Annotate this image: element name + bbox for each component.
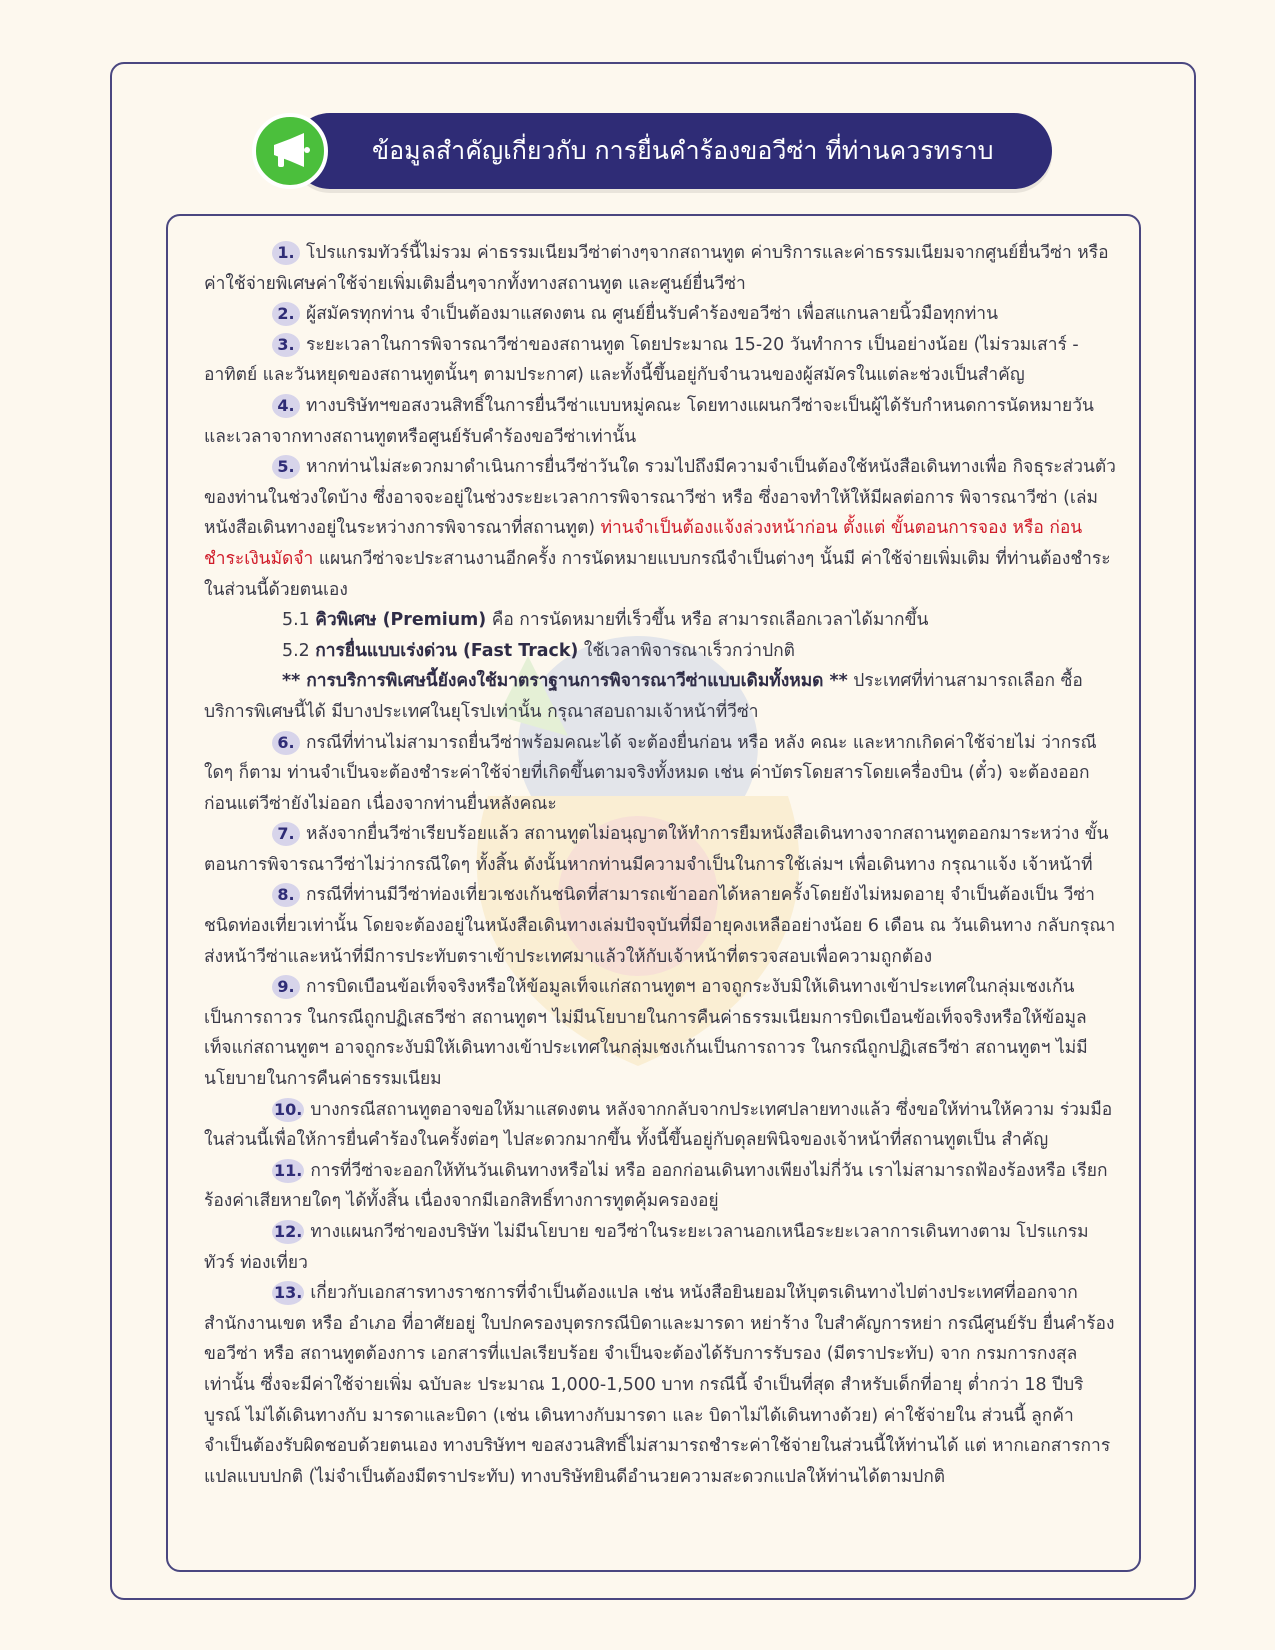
sub-item — [204, 636, 1117, 667]
item-number: 4. — [272, 394, 300, 418]
banner-pill — [292, 113, 1052, 189]
megaphone-icon — [252, 113, 328, 189]
note-text: ประเทศที่ท่านสามารถเลือก ซื้อบริการพิเศษนี้ได้ มีบางประเทศในยุโรปเท่านั้น กรุณาสอบถามเจ้าหน้าที่วีซ่า — [204, 671, 1083, 722]
sub-item-title: คิวพิเศษ (Premium) — [315, 610, 487, 631]
list-item — [204, 972, 1117, 1094]
item-number: 3. — [272, 333, 300, 357]
header-banner — [252, 113, 1052, 189]
info-box — [166, 214, 1141, 1572]
content-list — [204, 238, 1117, 1492]
sub-item-text: ใช้เวลาพิจารณาเร็วกว่าปกติ — [578, 640, 795, 661]
item-text: ทางแผนกวีซ่าของบริษัท ไม่มีนโยบาย ขอวีซ่าในระยะเวลานอกเหนือระยะเวลาการเดินทางตาม โปรแกรมทัวร์ ท่องเที่ยว — [204, 1222, 1089, 1273]
list-item — [204, 238, 1117, 299]
list-item — [204, 1217, 1117, 1278]
sub-item-number: 5.1 — [282, 610, 310, 631]
item-number: 13. — [272, 1281, 304, 1305]
item-text: การที่วีซ่าจะออกให้ทันวันเดินทางหรือไม่ หรือ ออกก่อนเดินทางเพียงไม่กี่วัน เราไม่สามารถฟ้องร้องหรือ เรียกร้องค่าเสียหายใดๆ ได้ทั้งสิ้น เนื่องจากมีเอกสิทธิ์ทางการทูตคุ้มครองอยู่ — [204, 1160, 1108, 1212]
item-number: 6. — [272, 731, 300, 755]
note-title: ** การบริการพิเศษนี้ยังคงใช้มาตราฐานการพิจารณาวีซ่าแบบเดิมทั้งหมด ** — [282, 671, 848, 692]
item-number: 12. — [272, 1220, 304, 1244]
item-number: 8. — [272, 883, 300, 907]
list-item — [204, 819, 1117, 880]
sub-item — [204, 605, 1117, 636]
item-text: บางกรณีสถานทูตอาจขอให้มาแสดงตน หลังจากกลับจากประเทศปลายทางแล้ว ซึ่งขอให้ท่านให้ความ ร่วมมือในส่วนนี้เพื่อให้การยื่นคำร้องในครั้งต่อๆ ไปสะดวกมากขึ้น ทั้งนี้ขึ้นอยู่กับดุลยพินิจของเจ้าหน้าที่สถานทูตเป็น สำคัญ — [204, 1099, 1113, 1151]
item-text: กรณีที่ท่านไม่สามารถยื่นวีซ่าพร้อมคณะได้ จะต้องยื่นก่อน หรือ หลัง คณะ และหากเกิดค่าใช้จ่ายไม่ ว่ากรณีใดๆ ก็ตาม ท่านจำเป็นจะต้องชำระค่าใช้จ่ายที่เกิดขึ้นตามจริงทั้งหมด เช่น ค่าบัตรโดยสารโดยเครื่องบิน (ตั๋ว) จะต้องออกก่อนแต่วีซ่ายังไม่ออก เนื่องจากท่านยื่นหลังคณะ — [204, 732, 1097, 814]
special-service-note — [204, 666, 1117, 727]
list-item — [204, 880, 1117, 972]
page-title: ข้อมูลสำคัญเกี่ยวกับ การยื่นคำร้องขอวีซ่า ที่ท่านควรทราบ — [372, 136, 994, 165]
item-text: แผนกวีซ่าจะประสานงานอีกครั้ง การนัดหมายแบบกรณีจำเป็นต่างๆ นั้นมี ค่าใช้จ่ายเพิ่มเติม ที่ท่านต้องชำระในส่วนนี้ด้วยตนเอง — [204, 548, 1111, 600]
list-item — [204, 1095, 1117, 1156]
item-text: โปรแกรมทัวร์นี้ไม่รวม ค่าธรรมเนียมวีซ่าต่างๆจากสถานทูต ค่าบริการและค่าธรรมเนียมจากศูนย์ยื่นวีซ่า หรือค่าใช้จ่ายพิเศษค่าใช้จ่ายเพิ่มเติมอื่นๆจากทั้งทางสถานทูต และศูนย์ยื่นวีซ่า — [204, 243, 1109, 294]
list-item — [204, 330, 1117, 391]
item-text: หลังจากยื่นวีซ่าเรียบร้อยแล้ว สถานทูตไม่อนุญาตให้ทำการยืมหนังสือเดินทางจากสถานทูตออกมาระหว่าง ขั้นตอนการพิจารณาวีซ่าไม่ว่ากรณีใดๆ ทั้งสิ้น ดังนั้นหากท่านมีความจำเป็นในการใช้เล่มฯ เพื่อเดินทาง กรุณาแจ้ง เจ้าหน้าที่ — [204, 824, 1109, 875]
list-item — [204, 299, 1117, 330]
list-item — [204, 1156, 1117, 1217]
sub-item-number: 5.2 — [282, 640, 310, 661]
list-item — [204, 728, 1117, 820]
item-number: 7. — [272, 822, 300, 846]
important-notice-text: ท่านจำเป็นต้องแจ้งล่วงหน้าก่อน ตั้งแต่ ขั้นตอนการจอง หรือ ก่อนชำระเงินมัดจำ — [204, 518, 1083, 569]
item-number: 11. — [272, 1159, 304, 1183]
item-text: ระยะเวลาในการพิจารณาวีซ่าของสถานทูต โดยประมาณ 15-20 วันทำการ เป็นอย่างน้อย (ไม่รวมเสาร์ - อาทิตย์ และวันหยุดของสถานทูตนั้นๆ ตามประกาศ) และทั้งนี้ขึ้นอยู่กับจำนวนของผู้สมัครในแต่ละช่วงเป็นสำคัญ — [204, 334, 1079, 386]
item-number: 9. — [272, 975, 300, 999]
list-item — [204, 452, 1117, 605]
item-text: ผู้สมัครทุกท่าน จำเป็นต้องมาแสดงตน ณ ศูนย์ยื่นรับคำร้องขอวีซ่า เพื่อสแกนลายนิ้วมือทุกท่าน — [306, 304, 998, 325]
list-item — [204, 391, 1117, 452]
sub-item-text: คือ การนัดหมายที่เร็วขึ้น หรือ สามารถเลือกเวลาได้มากขึ้น — [486, 610, 929, 631]
sub-item-title: การยื่นแบบเร่งด่วน (Fast Track) — [315, 640, 579, 661]
item-text: หากท่านไม่สะดวกมาดำเนินการยื่นวีซ่าวันใด รวมไปถึงมีความจำเป็นต้องใช้หนังสือเดินทางเพื่อ กิจธุระส่วนตัวของท่านในช่วงใดบ้าง ซึ่งอาจจะอยู่ในช่วงระยะเวลาการพิจารณาวีซ่า หรือ ซึ่งอาจทำให้ให้มีผลต่อการ พิจารณาวีซ่า (เล่มหนังสือเดินทางอยู่ในระหว่างการพิจารณาที่สถานทูต) — [204, 457, 1116, 539]
item-number: 1. — [272, 241, 300, 265]
item-text: การบิดเบือนข้อเท็จจริงหรือให้ข้อมูลเท็จแก่สถานทูตฯ อาจถูกระงับมิให้เดินทางเข้าประเทศในกลุ่มเชงเก้น เป็นการถาวร ในกรณีถูกปฏิเสธวีซ่า สถานทูตฯ ไม่มีนโยบายในการคืนค่าธรรมเนียมการบิดเบือนข้อเท็จจริงหรือให้ข้อมูล เท็จแก่สถานทูตฯ อาจถูกระงับมิให้เดินทางเข้าประเทศในกลุ่มเชงเก้นเป็นการถาวร ในกรณีถูกปฏิเสธวีซ่า สถานทูตฯ ไม่มีนโยบายในการคืนค่าธรรมเนียม — [204, 977, 1088, 1090]
item-text: เกี่ยวกับเอกสารทางราชการที่จำเป็นต้องแปล เช่น หนังสือยินยอมให้บุตรเดินทางไปต่างประเทศที่ออกจาก สำนักงานเขต หรือ อำเภอ ที่อาศัยอยู่ ใบปกครองบุตรกรณีบิดาและมารดา หย่าร้าง ใบสำคัญการหย่า กรณีศูนย์รับ ยื่นคำร้องขอวีซ่า หรือ สถานทูตต้องการ เอกสารที่แปลเรียบร้อย จำเป็นจะต้องได้รับการรับรอง (มีตราประทับ) จาก กรมการกงสุลเท่านั้น ซึ่งจะมีค่าใช้จ่ายเพิ่ม ฉบับละ ประมาณ 1,000-1,500 บาท กรณีนี้ จำเป็นที่สุด สำหรับเด็กที่อายุ ต่ำกว่า 18 ปีบริบูรณ์ ไม่ได้เดินทางกับ มารดาและบิดา (เช่น เดินทางกับมารดา และ บิดาไม่ได้เดินทางด้วย) ค่าใช้จ่ายใน ส่วนนี้ ลูกค้าจำเป็นต้องรับผิดชอบด้วยตนเอง ทางบริษัทฯ ขอสงวนสิทธิ์ไม่สามารถชำระค่าใช้จ่ายในส่วนนี้ให้ท่านได้ แต่ หากเอกสารการแปลแบบปกติ (ไม่จำเป็นต้องมีตราประทับ) ทางบริษัทยินดีอำนวยความสะดวกแปลให้ท่านได้ตามปกติ — [204, 1283, 1115, 1487]
item-text: กรณีที่ท่านมีวีซ่าท่องเที่ยวเชงเก้นชนิดที่สามารถเข้าออกได้หลายครั้งโดยยังไม่หมดอายุ จำเป็นต้องเป็น วีซ่าชนิดท่องเที่ยวเท่านั้น โดยจะต้องอยู่ในหนังสือเดินทางเล่มปัจจุบันที่มีอายุคงเหลืออย่างน้อย 6 เดือน ณ วันเดินทาง กลับกรุณาส่งหน้าวีซ่าและหน้าที่มีการประทับตราเข้าประเทศมาแล้วให้กับเจ้าหน้าที่ตรวจสอบเพื่อความถูกต้อง — [204, 885, 1116, 967]
item-number: 5. — [272, 455, 300, 479]
item-text: ทางบริษัทฯขอสงวนสิทธิ์ในการยื่นวีซ่าแบบหมู่คณะ โดยทางแผนกวีซ่าจะเป็นผู้ได้รับกำหนดการนัดหมายวัน และเวลาจากทางสถานทูตหรือศูนย์รับคำร้องขอวีซ่าเท่านั้น — [204, 395, 1094, 447]
item-number: 2. — [272, 302, 300, 326]
item-number: 10. — [272, 1098, 304, 1122]
list-item — [204, 1278, 1117, 1492]
